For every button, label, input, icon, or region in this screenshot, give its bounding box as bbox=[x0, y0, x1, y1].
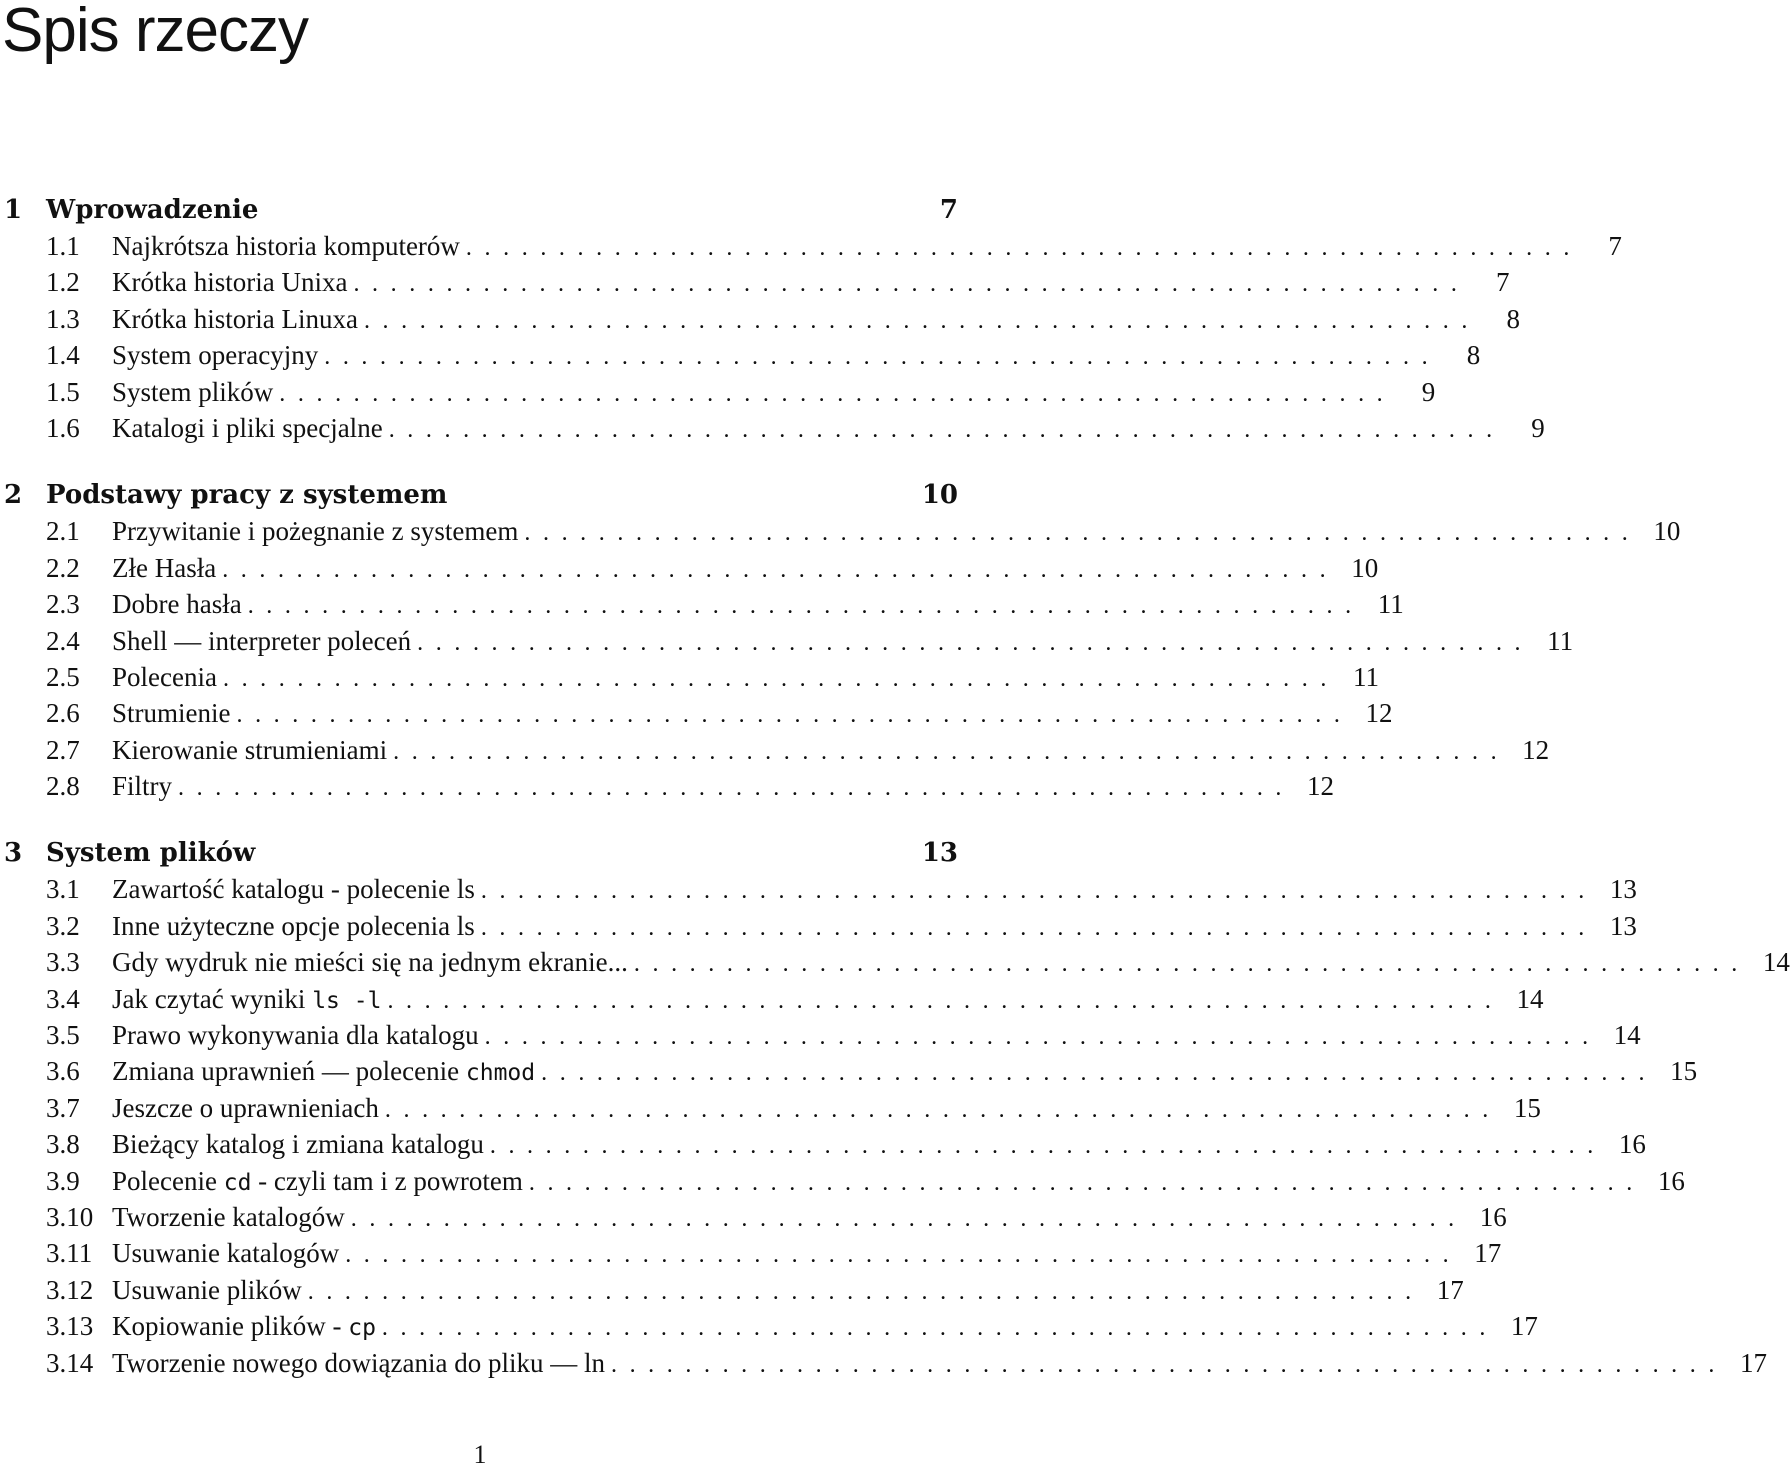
dot-leader: ............................................................ bbox=[384, 1096, 1501, 1123]
section-title bbox=[112, 981, 387, 1019]
section-title bbox=[112, 264, 353, 300]
toc-section-entry[interactable] bbox=[0, 871, 1637, 907]
section-page-number: 12 bbox=[1365, 698, 1393, 729]
section-title bbox=[112, 374, 279, 410]
section-title bbox=[112, 623, 417, 659]
section-number: 3.13 bbox=[46, 1311, 94, 1342]
section-title-text-after: - czyli tam i z powrotem bbox=[251, 1165, 523, 1196]
section-page-number: 7 bbox=[1495, 267, 1510, 298]
toc-section-entry[interactable] bbox=[0, 337, 1481, 373]
section-page-number: 12 bbox=[1522, 734, 1550, 765]
section-title bbox=[112, 301, 364, 337]
dot-leader: ............................................................ bbox=[541, 1060, 1658, 1087]
section-number: 2.6 bbox=[46, 698, 80, 729]
section-title bbox=[112, 410, 389, 446]
toc-chapter-entry[interactable] bbox=[0, 477, 960, 513]
section-title-text: Inne użyteczne opcje polecenia ls bbox=[112, 910, 475, 941]
section-number: 2.5 bbox=[46, 661, 80, 692]
dot-leader: ............................................................ bbox=[247, 593, 1364, 620]
section-number: 1.6 bbox=[46, 412, 80, 443]
section-page-number: 15 bbox=[1513, 1092, 1541, 1123]
dot-leader: ............................................................ bbox=[633, 951, 1750, 978]
section-page-number: 14 bbox=[1516, 983, 1544, 1014]
section-number: 2.3 bbox=[46, 589, 80, 620]
dot-leader: ............................................................ bbox=[350, 1205, 1467, 1232]
chapter-number: 1 bbox=[4, 195, 23, 225]
section-title-text: Kierowanie strumieniami bbox=[112, 734, 388, 765]
section-page-number: 10 bbox=[1351, 552, 1379, 583]
section-page-number: 9 bbox=[1421, 376, 1436, 407]
section-number: 1.2 bbox=[46, 267, 80, 298]
section-number: 3.10 bbox=[46, 1201, 94, 1232]
toc-chapter-entry[interactable] bbox=[0, 192, 960, 228]
dot-leader: ............................................................ bbox=[363, 307, 1480, 334]
dot-leader: ............................................................ bbox=[178, 775, 1295, 802]
toc-section-entry[interactable] bbox=[0, 1199, 1507, 1235]
section-title bbox=[112, 659, 223, 695]
dot-leader: ............................................................ bbox=[345, 1242, 1462, 1269]
section-title-text: Jak czytać wyniki bbox=[112, 983, 313, 1014]
section-number: 3.12 bbox=[46, 1274, 94, 1305]
dot-leader: ............................................................ bbox=[279, 380, 1396, 407]
toc-section-entry[interactable] bbox=[0, 1308, 1538, 1344]
section-title bbox=[112, 1308, 382, 1346]
dot-leader: ............................................................ bbox=[222, 556, 1339, 583]
section-title bbox=[112, 1126, 490, 1162]
toc-section-entry[interactable] bbox=[0, 513, 1681, 549]
dot-leader: ............................................................ bbox=[393, 738, 1510, 765]
section-title-text: Tworzenie katalogów bbox=[112, 1201, 345, 1232]
page-title: Spis rzeczy bbox=[2, 0, 308, 65]
section-number: 2.7 bbox=[46, 734, 80, 765]
section-number: 1.5 bbox=[46, 376, 80, 407]
section-page-number: 14 bbox=[1613, 1020, 1641, 1051]
toc-section-entry[interactable] bbox=[0, 1090, 1541, 1126]
dot-leader: ............................................................ bbox=[417, 629, 1534, 656]
chapter-page-number: 10 bbox=[921, 480, 958, 511]
chapter-page-number: 13 bbox=[921, 838, 958, 869]
section-title-text: Złe Hasła bbox=[112, 552, 217, 583]
section-title-text: Bieżący katalog i zmiana katalogu bbox=[112, 1129, 484, 1160]
section-page-number: 13 bbox=[1609, 910, 1637, 941]
dot-leader: ............................................................ bbox=[528, 1169, 1645, 1196]
section-page-number: 16 bbox=[1657, 1165, 1685, 1196]
section-title bbox=[112, 768, 178, 804]
section-page-number: 8 bbox=[1506, 303, 1520, 334]
toc-section-entry[interactable] bbox=[0, 410, 1545, 446]
toc-section-entry[interactable] bbox=[0, 732, 1550, 768]
section-title-text: Przywitanie i pożegnanie z systemem bbox=[112, 516, 519, 547]
dot-leader: ............................................................ bbox=[480, 914, 1597, 941]
section-page-number: 13 bbox=[1609, 874, 1637, 905]
dot-leader: ............................................................ bbox=[381, 1315, 1498, 1342]
section-number: 3.2 bbox=[46, 910, 80, 941]
section-title bbox=[112, 1017, 485, 1053]
dot-leader: ............................................................ bbox=[465, 235, 1582, 261]
section-page-number: 9 bbox=[1531, 412, 1545, 443]
section-title-code: ls -l bbox=[312, 987, 382, 1014]
section-title bbox=[112, 695, 236, 731]
section-page-number: 10 bbox=[1653, 516, 1681, 547]
dot-leader: ............................................................ bbox=[484, 1024, 1601, 1051]
section-number: 3.3 bbox=[46, 947, 80, 978]
dot-leader: ............................................................ bbox=[324, 344, 1441, 371]
toc-section-entry[interactable] bbox=[0, 1053, 1698, 1089]
toc-section-entry[interactable] bbox=[0, 908, 1637, 944]
section-number: 2.4 bbox=[46, 625, 80, 656]
section-title bbox=[112, 1272, 308, 1308]
section-page-number: 12 bbox=[1307, 771, 1335, 802]
section-page-number: 14 bbox=[1762, 947, 1790, 978]
section-title-text: Krótka historia Unixa bbox=[112, 267, 348, 298]
chapter-title: System plików bbox=[46, 838, 256, 869]
section-number: 2.2 bbox=[46, 552, 80, 583]
section-title-text: Katalogi i pliki specjalne bbox=[112, 412, 383, 443]
section-page-number: 11 bbox=[1547, 625, 1574, 656]
section-number: 2.1 bbox=[46, 516, 80, 547]
section-title-text: Usuwanie katalogów bbox=[112, 1238, 340, 1269]
dot-leader: ............................................................ bbox=[524, 520, 1641, 547]
dot-leader: ............................................................ bbox=[610, 1351, 1727, 1378]
section-title bbox=[112, 1199, 351, 1235]
toc-section-entry[interactable] bbox=[0, 1163, 1685, 1199]
section-number: 1.3 bbox=[46, 303, 80, 334]
section-title bbox=[112, 550, 222, 586]
toc-section-entry[interactable] bbox=[0, 981, 1544, 1017]
toc-section-entry[interactable] bbox=[0, 301, 1520, 337]
toc-section-entry[interactable] bbox=[0, 768, 1335, 804]
table-of-contents bbox=[0, 192, 1790, 1381]
section-page-number: 17 bbox=[1739, 1347, 1767, 1378]
section-title-text: Dobre hasła bbox=[112, 589, 242, 620]
dot-leader: ............................................................ bbox=[353, 271, 1470, 298]
toc-section-entry[interactable] bbox=[0, 623, 1574, 659]
toc-section-entry[interactable] bbox=[0, 1017, 1641, 1053]
section-number: 3.11 bbox=[46, 1238, 93, 1269]
section-title-text: Shell — interpreter poleceń bbox=[112, 625, 412, 656]
section-title bbox=[112, 586, 248, 622]
toc-section-entry[interactable] bbox=[0, 1235, 1502, 1271]
section-title bbox=[112, 871, 481, 907]
dot-leader: ............................................................ bbox=[222, 665, 1339, 692]
section-number: 1.1 bbox=[46, 231, 80, 261]
chapter-number: 2 bbox=[4, 480, 23, 511]
section-title-text: Kopiowanie plików - bbox=[112, 1311, 349, 1342]
section-title-text: Prawo wykonywania dla katalogu bbox=[112, 1020, 479, 1051]
section-title-text: Strumienie bbox=[112, 698, 231, 729]
toc-section-entry[interactable] bbox=[0, 586, 1404, 622]
section-title bbox=[112, 1053, 541, 1091]
section-title bbox=[112, 1235, 345, 1271]
section-title-text: Jeszcze o uprawnieniach bbox=[112, 1092, 379, 1123]
dot-leader: ............................................................ bbox=[489, 1133, 1606, 1160]
toc-section-entry[interactable] bbox=[0, 374, 1436, 410]
section-title bbox=[112, 908, 481, 944]
section-number: 2.8 bbox=[46, 771, 80, 802]
section-number: 3.4 bbox=[46, 983, 80, 1014]
section-title-text: System plików bbox=[112, 376, 274, 407]
toc-section-entry[interactable] bbox=[0, 228, 1622, 264]
section-title bbox=[112, 1090, 385, 1126]
dot-leader: ............................................................ bbox=[480, 878, 1597, 905]
section-title bbox=[112, 228, 466, 264]
section-page-number: 15 bbox=[1670, 1056, 1698, 1087]
chapter-spacer bbox=[0, 804, 960, 835]
section-page-number: 17 bbox=[1436, 1274, 1464, 1305]
section-page-number: 7 bbox=[1608, 231, 1622, 261]
toc-section-entry[interactable] bbox=[0, 944, 1790, 980]
section-title-text: Polecenie bbox=[112, 1165, 224, 1196]
section-title bbox=[112, 1163, 529, 1201]
toc-section-entry[interactable] bbox=[0, 659, 1379, 695]
page-number: 1 bbox=[473, 1440, 487, 1469]
dot-leader: ............................................................ bbox=[307, 1278, 1424, 1305]
section-page-number: 11 bbox=[1377, 589, 1404, 620]
section-page-number: 17 bbox=[1510, 1311, 1538, 1342]
section-title bbox=[112, 513, 524, 549]
section-title-text: Najkrótsza historia komputerów bbox=[112, 231, 460, 261]
section-title-text: Zawartość katalogu - polecenie ls bbox=[112, 874, 475, 905]
section-title-code: cd bbox=[223, 1169, 252, 1196]
section-page-number: 8 bbox=[1466, 340, 1481, 371]
toc-section-entry[interactable] bbox=[0, 1345, 1767, 1381]
section-title-text: Zmiana uprawnień — polecenie bbox=[112, 1056, 466, 1087]
chapter-number: 3 bbox=[4, 838, 23, 869]
section-title-code: chmod bbox=[465, 1060, 536, 1087]
section-number: 3.8 bbox=[46, 1129, 80, 1160]
section-title-text: Gdy wydruk nie mieści się na jednym ekranie... bbox=[112, 947, 628, 978]
chapter-title: Podstawy pracy z systemem bbox=[46, 480, 448, 511]
section-title bbox=[112, 337, 324, 373]
section-title-text: Tworzenie nowego dowiązania do pliku — ln bbox=[112, 1347, 605, 1378]
toc-section-entry[interactable] bbox=[0, 1126, 1646, 1162]
section-title-text: Filtry bbox=[112, 771, 173, 802]
section-title-text: Usuwanie plików bbox=[112, 1274, 302, 1305]
section-number: 3.5 bbox=[46, 1020, 80, 1051]
dot-leader: ............................................................ bbox=[236, 702, 1353, 729]
toc-section-entry[interactable] bbox=[0, 264, 1510, 300]
section-number: 3.7 bbox=[46, 1092, 80, 1123]
section-number: 3.14 bbox=[46, 1347, 94, 1378]
section-title bbox=[112, 732, 393, 768]
section-title bbox=[112, 944, 634, 980]
section-page-number: 16 bbox=[1479, 1201, 1507, 1232]
toc-section-entry[interactable] bbox=[0, 550, 1379, 586]
chapter-page-number: 7 bbox=[939, 195, 958, 225]
section-title bbox=[112, 1345, 611, 1381]
section-page-number: 17 bbox=[1474, 1238, 1502, 1269]
section-number: 1.4 bbox=[46, 340, 80, 371]
chapter-spacer bbox=[0, 446, 960, 477]
dot-leader: ............................................................ bbox=[388, 416, 1505, 443]
toc-section-entry[interactable] bbox=[0, 695, 1393, 731]
dot-leader: ............................................................ bbox=[387, 987, 1504, 1014]
section-title-text: System operacyjny bbox=[112, 340, 319, 371]
toc-chapter-entry[interactable] bbox=[0, 835, 960, 871]
section-page-number: 16 bbox=[1618, 1129, 1646, 1160]
section-title-text: Krótka historia Linuxa bbox=[112, 303, 358, 334]
section-number: 3.9 bbox=[46, 1165, 80, 1196]
chapter-title: Wprowadzenie bbox=[46, 195, 259, 225]
section-title-text: Polecenia bbox=[112, 661, 217, 692]
section-title-code: cp bbox=[348, 1315, 376, 1342]
section-number: 3.6 bbox=[46, 1056, 80, 1087]
section-page-number: 11 bbox=[1352, 661, 1379, 692]
section-number: 3.1 bbox=[46, 874, 80, 905]
toc-section-entry[interactable] bbox=[0, 1272, 1464, 1308]
